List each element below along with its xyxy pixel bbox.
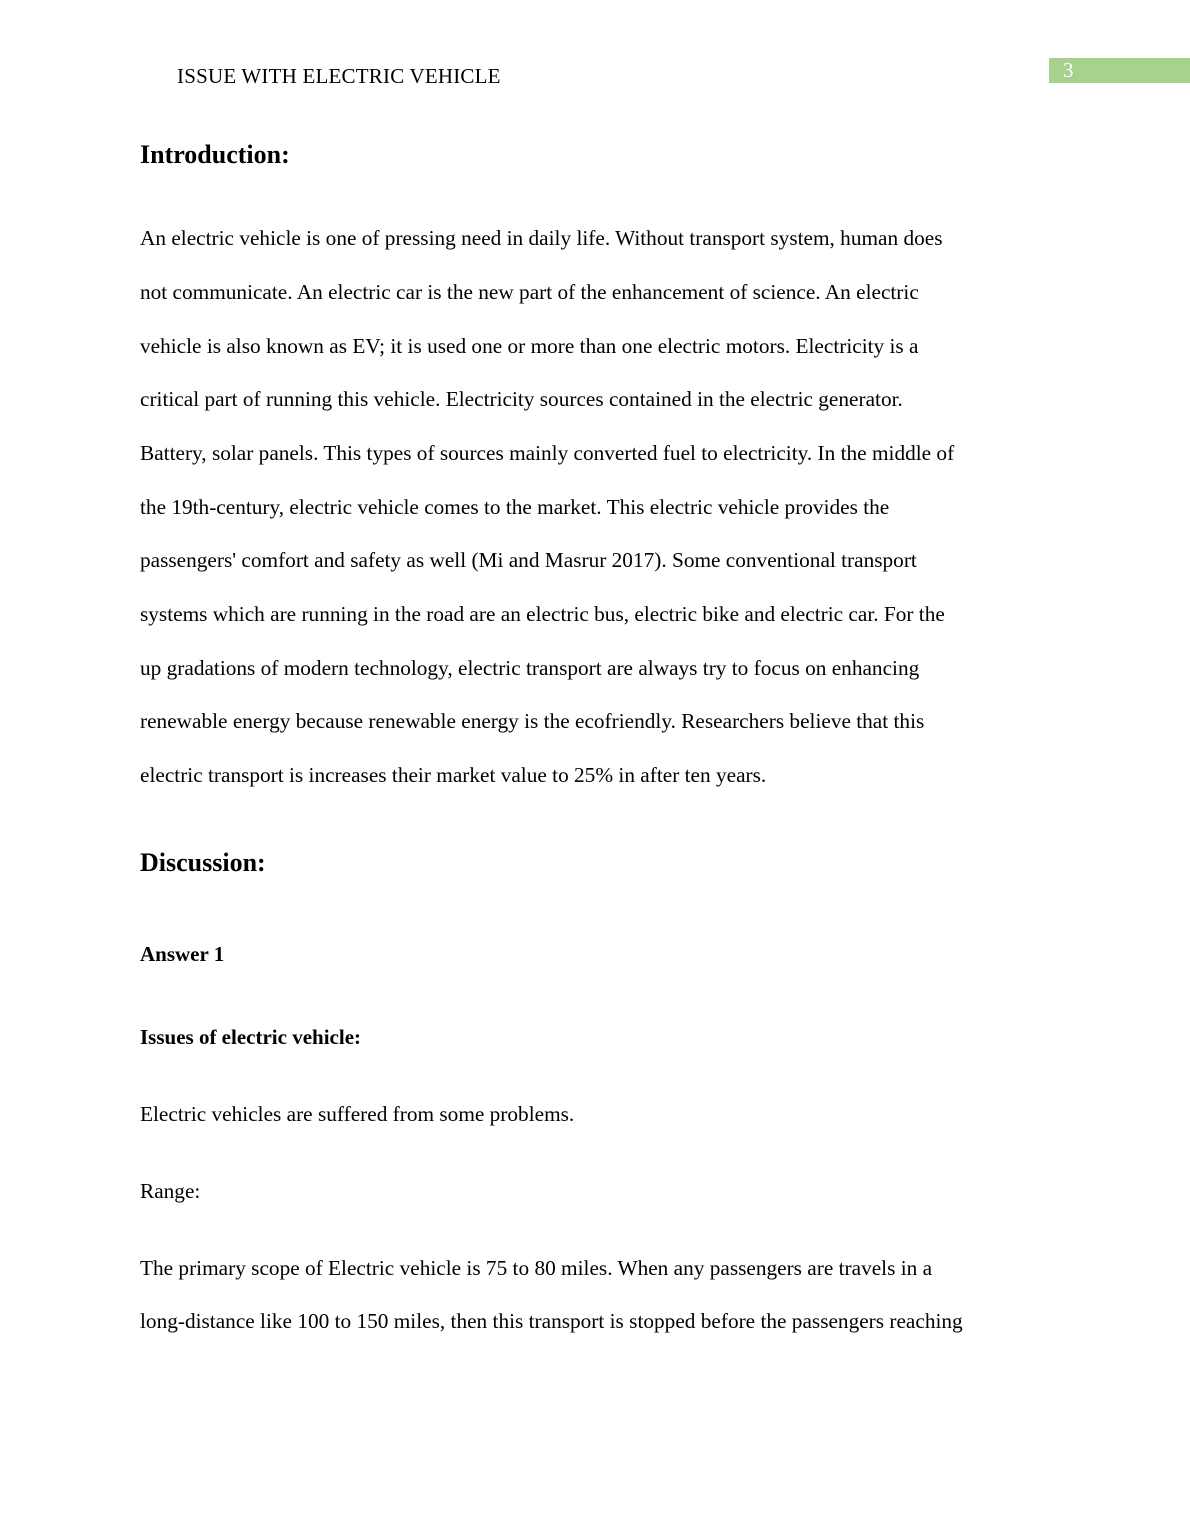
range-label: Range: [140, 1179, 201, 1203]
paragraph-line: passengers' comfort and safety as well (Mi and Masrur 2017). Some conventional transport [140, 548, 917, 572]
paragraph-line: An electric vehicle is one of pressing need in daily life. Without transport system, human does [140, 226, 943, 250]
running-head: ISSUE WITH ELECTRIC VEHICLE [177, 64, 501, 88]
paragraph-line: renewable energy because renewable energy is the ecofriendly. Researchers believe that this [140, 709, 925, 733]
paragraph-line: not communicate. An electric car is the new part of the enhancement of science. An electric [140, 280, 919, 304]
issues-heading: Issues of electric vehicle: [140, 1025, 362, 1049]
paragraph-line: vehicle is also known as EV; it is used one or more than one electric motors. Electricity is a [140, 334, 919, 358]
paragraph-line: critical part of running this vehicle. Electricity sources contained in the electric generator. [140, 387, 903, 411]
paragraph-line: The primary scope of Electric vehicle is 75 to 80 miles. When any passengers are travels in a [140, 1256, 933, 1280]
paragraph-line: long-distance like 100 to 150 miles, then this transport is stopped before the passengers reaching [140, 1309, 963, 1333]
page-number-band [1049, 58, 1190, 83]
paragraph-line: systems which are running in the road are an electric bus, electric bike and electric car. For the [140, 602, 945, 626]
paragraph-line: up gradations of modern technology, electric transport are always try to focus on enhancing [140, 656, 920, 680]
paragraph-line: the 19th-century, electric vehicle comes to the market. This electric vehicle provides the [140, 495, 890, 519]
discussion-heading: Discussion: [140, 848, 266, 877]
paragraph-line: electric transport is increases their market value to 25% in after ten years. [140, 763, 767, 787]
introduction-heading: Introduction: [140, 140, 290, 169]
problems-sentence: Electric vehicles are suffered from some problems. [140, 1102, 575, 1126]
paragraph-line: Battery, solar panels. This types of sources mainly converted fuel to electricity. In the middle of [140, 441, 955, 465]
answer-heading: Answer 1 [140, 942, 225, 966]
page-number: 3 [1063, 58, 1074, 82]
